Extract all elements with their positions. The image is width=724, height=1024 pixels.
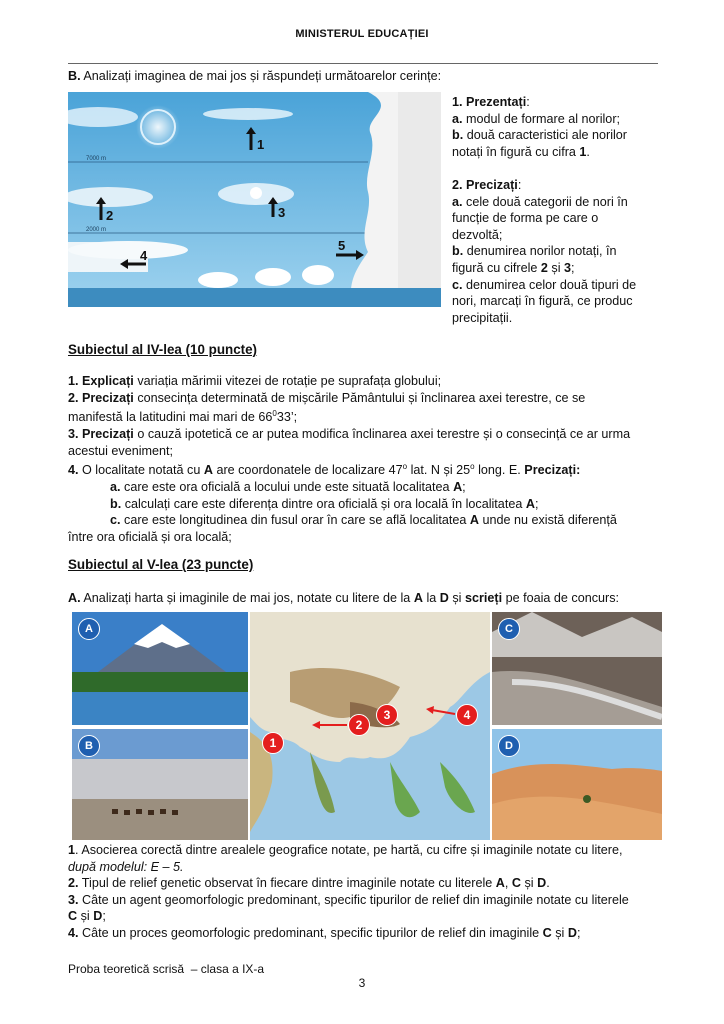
fig-label-4: 4 (140, 248, 148, 263)
section-b-questions: 1. Prezentați: a. modul de formare al norilor; b. două caracteristici ale norilor notați în figură cu cifra 1. 2. Precizați: a. cele două categorii de nori în funcție de forma pe care o dezvoltă; b. denumirea norilor notați, în figură cu cifrele 2 și 3; c. denumirea celor două tipuri de nori, marcați în figură, ce produc precipitații. (452, 95, 637, 325)
relief-collage (72, 612, 662, 840)
subject-5-questions: 1. Asocierea corectă dintre arealele geografice notate, pe hartă, cu cifre și imaginile notate cu litere, după modelul: E – 5. 2. Tipul de relief genetic observat în fiecare dintre imaginile notate cu literele A, C și D. 3. Câte un agent geomorfologic predominant, specific tipurilor de relief din imaginile notate cu literele C și D; 4. Câte un proces geomorfologic predominant, specific tipurilor de relief din imaginile C și D; (68, 843, 629, 940)
header-rule (68, 63, 658, 64)
fig-label-5: 5 (338, 238, 346, 253)
alt-2000-label: 2000 m (86, 227, 107, 233)
photo-a-volcano (72, 612, 248, 725)
photo-b-desert-camels (72, 729, 248, 840)
map-label-2: 2 (348, 714, 370, 736)
clouds-figure (68, 92, 441, 307)
photo-d-label: D (498, 735, 520, 757)
photo-c-glacier (492, 612, 662, 725)
section-b-intro: B. Analizați imaginea de mai jos și răspundeți următoarelor cerințe: (68, 69, 442, 83)
fig-label-1: 1 (257, 137, 265, 152)
subject-4-title: Subiectul al IV-lea (10 puncte) (68, 342, 258, 357)
fig-label-2: 2 (106, 208, 114, 223)
map-label-4: 4 (456, 704, 478, 726)
subject-4-items: 1. Explicați variația mărimii vitezei de rotație pe suprafața globului; 2. Precizați consecința determinată de mișcările Pământului și înclinarea axei terestre, ce se manifestă la latitudini mai mari de $66^033$’; 3. Precizați o cauză ipotetică ce ar putea modifica înclinarea axei terestre și o consecință ce ar urma acestui eveniment; 4. O localitate notată cu A are coordonatele de localizare 47$^o$ lat. N și 25$^o$ long. E. Precizați: a. care este ora oficială a locului unde este situată localitatea A; b. calculați care este diferența dintre ora oficială și ora locală în localitatea A; c. care este longitudinea din fusul orar în care se află localitatea A unde nu există diferență între ora oficială și ora locală; (68, 374, 631, 544)
page-header: MINISTERUL EDUCAȚIEI (295, 28, 429, 40)
photo-a-label: A (78, 618, 100, 640)
clouds-illustration (68, 92, 441, 307)
fig-label-3: 3 (278, 205, 286, 220)
photo-c-label: C (498, 618, 520, 640)
asia-map (250, 612, 490, 840)
subject-5-title: Subiectul al V-lea (23 puncte) (68, 557, 254, 572)
map-label-3: 3 (376, 704, 398, 726)
alt-7000-label: 7000 m (86, 156, 107, 162)
page-number: 3 (358, 976, 366, 990)
photo-d-dunes (492, 729, 662, 840)
subject-5-intro: A. Analizați harta și imaginile de mai jos, notate cu litere de la A la D și scrieți pe foaia de concurs: (68, 591, 619, 605)
footer-text: Proba teoretică scrisă – clasa a IX-a (68, 962, 265, 976)
photo-b-label: B (78, 735, 100, 757)
map-label-1: 1 (262, 732, 284, 754)
